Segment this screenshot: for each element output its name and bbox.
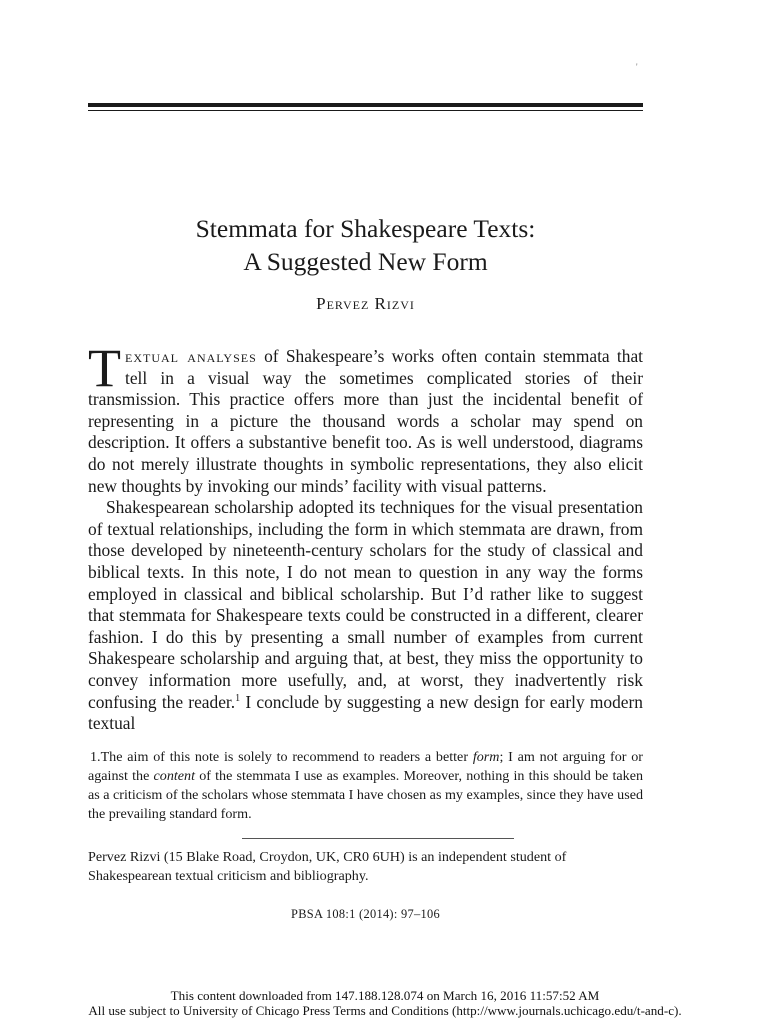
download-notice-line-1: This content downloaded from 147.188.128.074 on March 16, 2016 11:57:52 AM (170, 988, 600, 1003)
footnote-text-3: of the stemmata I use as examples. Moreover, nothing in this should be taken as a criticism of the scholars whose stemmata I have chosen as my examples, since they have used the prevailing standard form. (88, 768, 644, 822)
paragraph-1-text: of Shakespeare’s works often contain stemmata that tell in a visual way the sometimes complicated stories of their transmission. This practice offers more than just the incidental benefit of representing in a picture the thousand words a scholar may spend on description. It offers a substantive benefit too. As is well understood, diagrams do not merely illustrate thoughts in symbolic representations, they also elicit new thoughts by invoking our minds’ facility with visual patterns. (88, 346, 644, 496)
footnote-number: 1. (90, 749, 101, 765)
journal-citation: PBSA 108:1 (2014): 97–106 (291, 907, 440, 921)
title-line-1: Stemmata for Shakespeare Texts: (195, 214, 536, 243)
header-rule-thick (88, 103, 643, 107)
paragraph-2-tail: I conclude by suggesting a new design for early modern textual (88, 691, 643, 734)
author-affiliation-note: Pervez Rizvi (15 Blake Road, Croydon, UK, CR0 6UH) is an independent student of Shakespearean textual criticism and bibliography. (88, 849, 567, 884)
header-rule-thin (88, 110, 643, 111)
paragraph-2-text: Shakespearean scholarship adopted its techniques for the visual presentation of textual relationships, including the form in which stemmata are drawn, from those developed by nineteenth-century scholars for the study of classical and biblical texts. In this note, I do not mean to question in any way the forms employed in classical and biblical scholarship. But I’d rather like to suggest that stemmata for Shakespeare texts could be constructed in a different, clearer fashion. I do this by presenting a small number of examples from current Shakespeare scholarship and arguing that, at best, they miss the opportunity to convey information more usefully, and, at worst, they inadvertently risk confusing the reader. (88, 497, 643, 712)
footnote-ref-1[interactable]: 1 (235, 692, 241, 704)
paragraph-2 (88, 497, 643, 735)
footnote-divider (242, 838, 514, 839)
footnote-text-1: The aim of this note is solely to recommend to readers a better (100, 749, 473, 765)
article-title (88, 212, 643, 278)
drop-cap: T (88, 338, 121, 398)
download-notice-line-2: All use subject to University of Chicago Press Terms and Conditions (http://www.journals.uchicago.edu/t-and-c). (88, 1003, 682, 1018)
lead-in-smallcaps: extual analyses (125, 346, 257, 366)
page-mark: ' (636, 62, 638, 72)
title-line-2: A Suggested New Form (243, 247, 488, 276)
footnote-emphasis-form: form (472, 749, 500, 765)
article-body (88, 338, 644, 735)
footnote-text-2: ; I am not arguing for or against the (88, 749, 644, 784)
author-name: Pervez Rizvi (316, 294, 415, 313)
footnote-emphasis-content: content (153, 768, 196, 784)
paragraph-1 (88, 338, 644, 497)
footnote-1 (88, 748, 643, 824)
